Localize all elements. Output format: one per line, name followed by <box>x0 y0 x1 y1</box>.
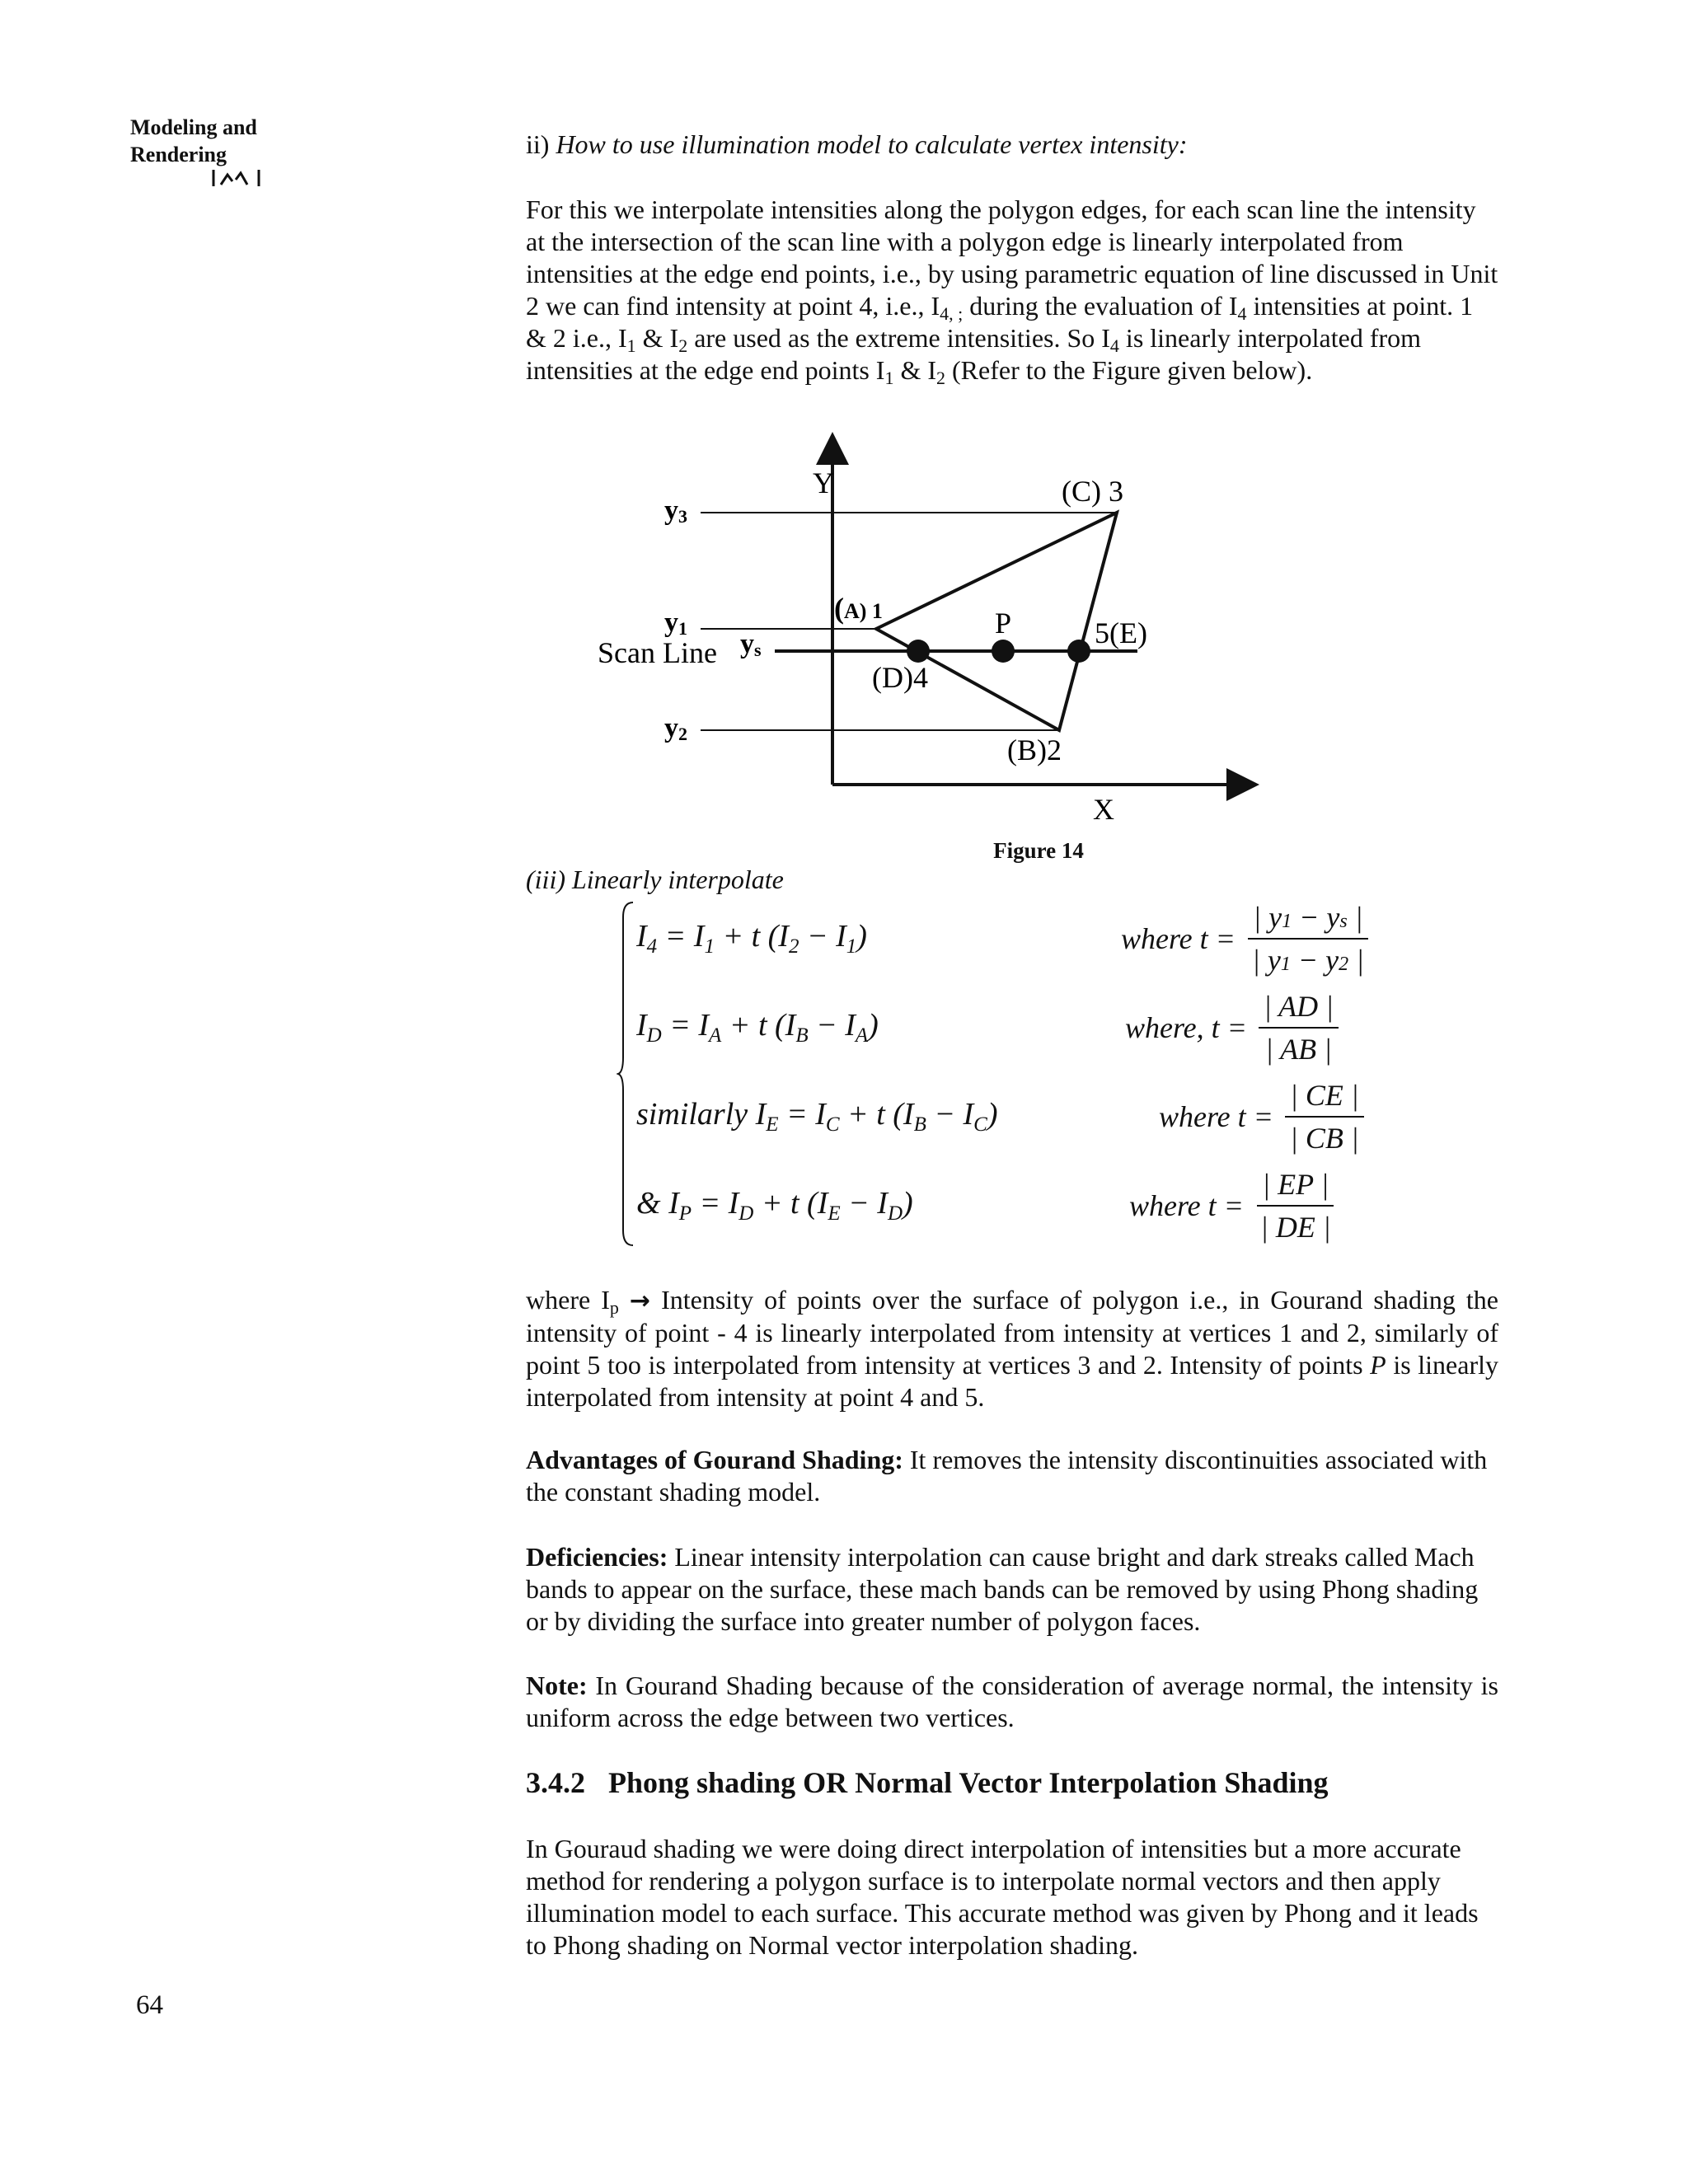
label-b2: (B)2 <box>1007 733 1062 766</box>
right-arrow-icon: → <box>629 1286 651 1315</box>
sidebar-title-line2: Rendering <box>130 143 227 166</box>
section-iii-title: (iii) Linearly interpolate <box>526 865 784 894</box>
sidebar-title-line1: Modeling and <box>130 115 257 139</box>
p1-sub: 4 <box>1109 335 1119 356</box>
p1-text-d: & I <box>635 323 679 353</box>
equation-id: $I_D = I_A + t$ $(I_B - I_A)$ <box>636 1008 879 1047</box>
page-number: 64 <box>136 1990 163 2020</box>
p1-sub: 4 <box>1237 303 1247 324</box>
label-y3: y3 <box>664 495 687 527</box>
p1-text-a: For this we interpolate intensities along the polygon edges, for each scan line the intensity at the intersection of the scan line with a polygon edge is linearly interpolated from intensities at the edge end points, i.e., by using parametric equation of line discussed in Unit 2 we can find intensity at point 4, i.e., I <box>526 194 1498 321</box>
heading-number: 3.4.2 <box>526 1766 585 1799</box>
advantages-paragraph <box>526 1444 1503 1508</box>
figure-14-diagram <box>0 0 1688 841</box>
deficiencies-text: Linear intensity interpolation can cause bright and dark streaks called Mach bands to appear on the surface, these mach bands can be removed by using Phong shading or by dividing the surface into greater number of polygon faces. <box>526 1542 1479 1636</box>
heading-title: Phong shading OR Normal Vector Interpolation Shading <box>608 1766 1329 1799</box>
p1-text-b: during the evaluation of I <box>963 291 1238 321</box>
p1-sub: 2 <box>936 368 945 388</box>
advantages-text: It removes the intensity discontinuities associated with the constant shading model. <box>526 1445 1488 1507</box>
point-e5 <box>1067 640 1090 663</box>
label-y1: y1 <box>664 607 687 639</box>
p1-sub: 1 <box>884 368 894 388</box>
note-label: Note: <box>526 1671 588 1700</box>
advantages-label: Advantages of Gourand Shading: <box>526 1445 903 1474</box>
point-p <box>992 640 1015 663</box>
deficiencies-label: Deficiencies: <box>526 1542 668 1572</box>
p1-text-g: & I <box>893 355 936 385</box>
label-p: P <box>995 607 1012 640</box>
label-a1: (A) 1 <box>834 592 883 625</box>
axis-y-label: Y <box>813 466 834 499</box>
where-ip-paragraph: where $I_p$ → Intensity of points over the surface of polygon i.e., in Gourand shading the intensity of point - 4 is linearly interpolated from intensity at vertices 1 and 2, similarly of point 5 too is interpolated from intensity at vertices 3 and 2. Intensity of points P is linearly interpolated from intensity at point 4 and 5. <box>526 1285 1499 1412</box>
equation-ip: & $I_P = I_D + t$ $(I_E - I_D)$ <box>636 1186 913 1225</box>
label-ys: ys <box>740 629 762 660</box>
label-d4: (D)4 <box>872 661 928 694</box>
note-paragraph <box>526 1670 1498 1734</box>
where-t-2: where, t = $\frac{| AD |}{| AB |}$ <box>1125 989 1339 1066</box>
axis-x-label: X <box>1093 793 1114 826</box>
section-heading-3-4-2 <box>526 1767 1503 1799</box>
where-t-4: where t = $\frac{| EP |}{| DE |}$ <box>1129 1167 1336 1244</box>
label-scan-line: Scan Line <box>598 636 717 669</box>
phong-paragraph: In Gouraud shading we were doing direct interpolation of intensities but a more accurate method for rendering a polygon surface is to interpolate normal vectors and then apply illumination model to each surface. This accurate method was given by Phong and it leads to Phong shading on Normal vector interpolation shading. <box>526 1834 1479 1960</box>
p1-text-c: intensities at point. 1 & 2 i.e., I <box>526 291 1474 353</box>
p1-sub: 1 <box>626 335 636 356</box>
p1-sub: 4, ; <box>940 303 964 324</box>
note-text: In Gourand Shading because of the consideration of average normal, the intensity is uniform across the edge between two vertices. <box>526 1671 1498 1732</box>
deficiencies-paragraph <box>526 1541 1503 1638</box>
equation-i4: $I_4 = I_1 + t$ $(I_2 - I_1)$ <box>636 919 867 958</box>
equation-ie: similarly $I_E = I_C + t$ $(I_B - I_C)$ <box>636 1097 998 1136</box>
label-y2: y2 <box>664 713 687 744</box>
where-t-3: where t = $\frac{| CE |}{| CB |}$ <box>1159 1078 1364 1155</box>
section-ii-prefix: ii) <box>526 129 556 159</box>
label-e5: 5(E) <box>1095 616 1147 649</box>
figure-caption: Figure 14 <box>993 838 1084 863</box>
equation-brace-icon <box>617 901 636 1247</box>
where-t-1: where t = $\frac{| y1 - ys |}{| y1 - y2 |}$ <box>1121 900 1369 977</box>
label-c3: (C) 3 <box>1062 475 1123 508</box>
section-ii-title-text: How to use illumination model to calculate vertex intensity: <box>556 129 1188 159</box>
p1-sub: 2 <box>678 335 688 356</box>
p1-text-f: is linearly interpolated from intensities at the edge end points I <box>526 323 1422 385</box>
point-d4 <box>907 640 930 663</box>
p1-text-e: are used as the extreme intensities. So I <box>687 323 1110 353</box>
p1-text-h: (Refer to the Figure given below). <box>945 355 1313 385</box>
